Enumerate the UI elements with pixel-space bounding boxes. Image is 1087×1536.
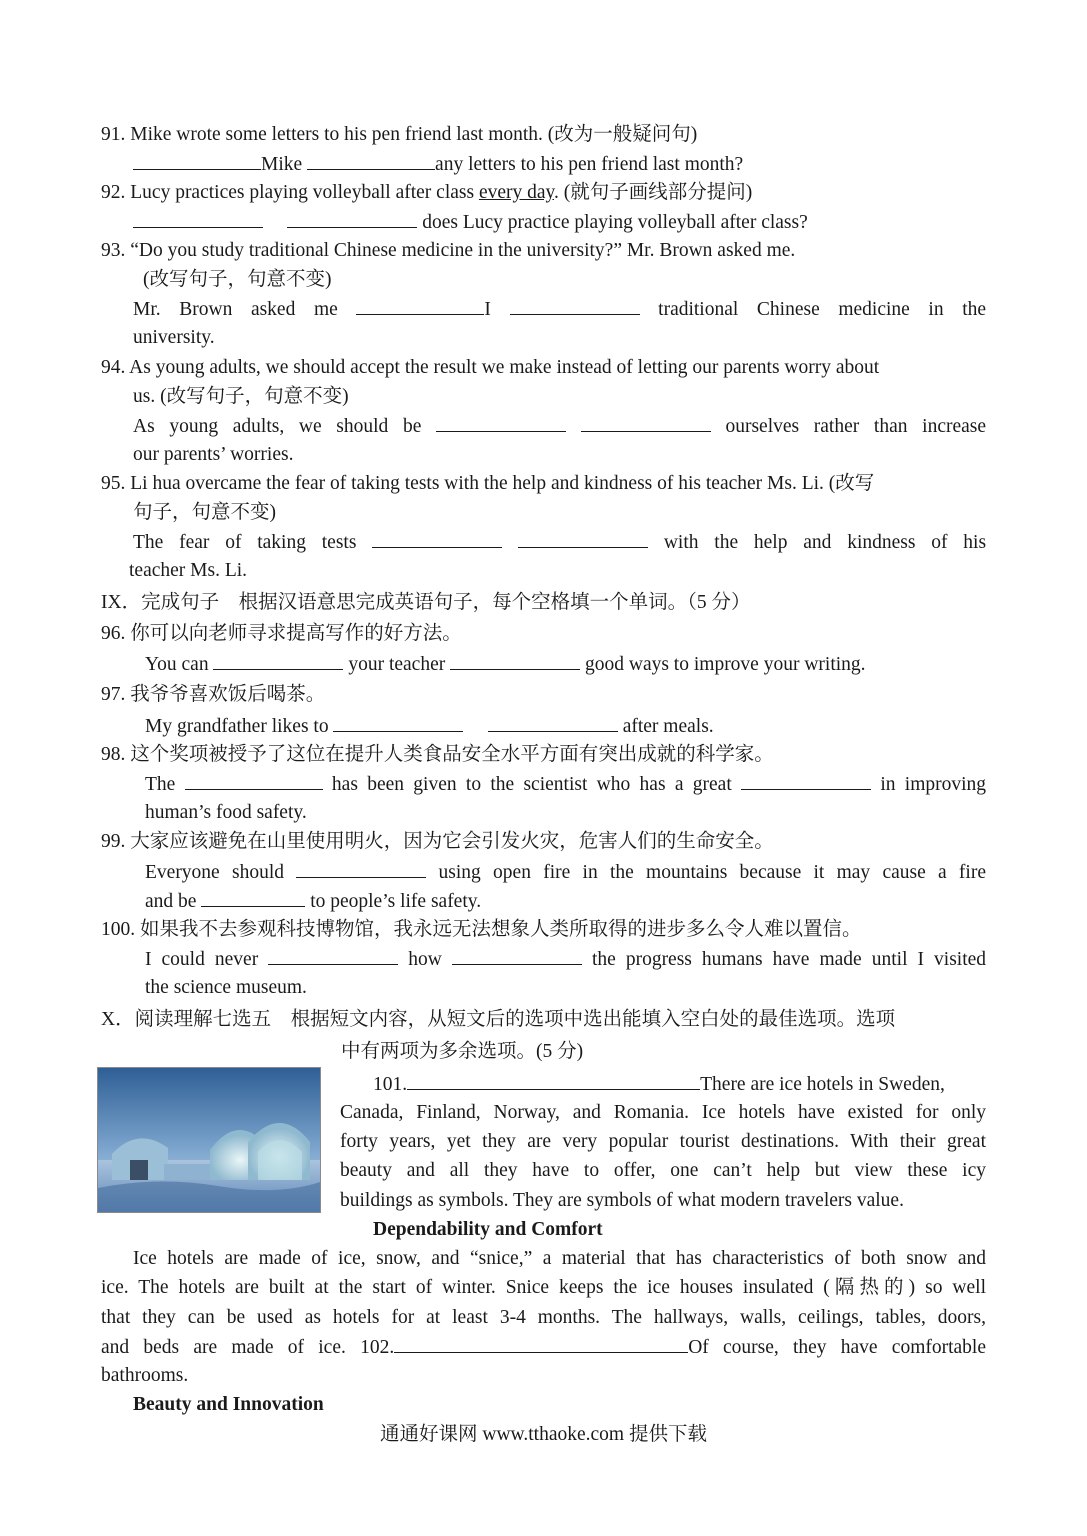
q93-answer: Mr. Brown asked me I traditional Chinese medicine in the — [133, 296, 986, 323]
answer-blank[interactable] — [213, 651, 343, 670]
answer-blank[interactable] — [436, 413, 566, 432]
passage-heading-dependability: Dependability and Comfort — [373, 1219, 603, 1240]
answer-blank[interactable] — [307, 151, 435, 170]
q92-prompt: 92. Lucy practices playing volleyball after class every day. (就句子画线部分提问) — [101, 182, 753, 203]
q91-instruction: (改为一般疑问句) — [547, 124, 698, 145]
q93-answer-cont: university. — [133, 327, 215, 348]
q95-prompt: 95. Li hua overcame the fear of taking tests with the help and kindness of his teacher Ms. Li. (改写 — [101, 473, 875, 494]
q94-prompt: 94. As young adults, we should accept the result we make instead of letting our parents worry about — [101, 357, 880, 378]
answer-blank[interactable] — [133, 209, 263, 228]
passage-heading-beauty: Beauty and Innovation — [133, 1394, 324, 1415]
q95-answer: The fear of taking tests with the help and kindness of his — [133, 529, 986, 556]
answer-blank[interactable] — [287, 209, 417, 228]
answer-blank[interactable] — [510, 296, 640, 315]
q92-answer: does Lucy practice playing volleyball after class? — [133, 209, 808, 236]
q94-answer: As young adults, we should be ourselves rather than increase — [133, 413, 986, 440]
q93-prompt: 93. “Do you study traditional Chinese medicine in the university?” Mr. Brown asked me. — [101, 240, 796, 261]
answer-blank[interactable] — [201, 888, 305, 907]
answer-blank[interactable] — [452, 946, 582, 965]
passage-p2-line5: bathrooms. — [101, 1365, 189, 1386]
passage-p2-line4: and beds are made of ice. 102. Of course, they have comfortable — [101, 1334, 986, 1361]
answer-blank[interactable] — [372, 529, 502, 548]
q91-prompt: 91. Mike wrote some letters to his pen friend last month. (改为一般疑问句) — [101, 124, 698, 145]
q99-chinese: 99. 大家应该避免在山里使用明火，因为它会引发火灾，危害人们的生命安全。 — [101, 831, 774, 852]
q96-answer: You can your teacher good ways to improve your writing. — [145, 651, 866, 678]
q100-chinese: 100. 如果我不去参观科技博物馆，我永远无法想象人类所取得的进步多么令人难以置信。 — [101, 919, 862, 940]
page-footer: 通通好课网 www.tthaoke.com 提供下载 — [380, 1424, 707, 1445]
passage-p2-line1: Ice hotels are made of ice, snow, and “snice,” a material that has characteristics of both snow and — [133, 1248, 986, 1269]
q99-answer: Everyone should using open fire in the mountains because it may cause a fire — [145, 859, 986, 886]
answer-blank[interactable] — [488, 713, 618, 732]
answer-blank-101[interactable] — [407, 1071, 700, 1090]
answer-blank[interactable] — [356, 296, 484, 315]
section-10-heading: X．阅读理解七选五 根据短文内容，从短文后的选项中选出能填入空白处的最佳选项。选项 — [101, 1009, 896, 1030]
answer-blank[interactable] — [268, 946, 398, 965]
q100-answer: I could never how the progress humans have made until I visited — [145, 946, 986, 973]
q100-answer-cont: the science museum. — [145, 977, 307, 998]
q98-answer-cont: human’s food safety. — [145, 802, 307, 823]
q95-prompt-cont: 句子，句意不变) — [133, 502, 276, 523]
q91-answer: Mike any letters to his pen friend last month? — [133, 151, 743, 178]
passage-p1-line5: buildings as symbols. They are symbols of what modern travelers value. — [340, 1190, 904, 1211]
q93-instruction: (改写句子，句意不变) — [143, 269, 332, 290]
answer-blank[interactable] — [518, 529, 648, 548]
answer-blank[interactable] — [296, 859, 426, 878]
ice-hotel-photo — [97, 1067, 321, 1213]
answer-blank[interactable] — [450, 651, 580, 670]
passage-p2-line3: that they can be used as hotels for at least 3-4 months. The hallways, walls, ceilings, tables, doors, — [101, 1307, 986, 1328]
section-10-heading-cont: 中有两项为多余选项。(5 分) — [341, 1041, 584, 1062]
answer-blank[interactable] — [741, 771, 871, 790]
answer-blank[interactable] — [185, 771, 323, 790]
q98-answer: The has been given to the scientist who has a great in improving — [145, 771, 986, 798]
q97-chinese: 97. 我爷爷喜欢饭后喝茶。 — [101, 684, 326, 705]
section-9-heading: IX．完成句子 根据汉语意思完成英语句子，每个空格填一个单词。（5 分） — [101, 592, 751, 613]
q99-answer-cont: and be to people’s life safety. — [145, 888, 481, 915]
q94-answer-cont: our parents’ worries. — [133, 444, 294, 465]
answer-blank[interactable] — [581, 413, 711, 432]
passage-p1-line2: Canada, Finland, Norway, and Romania. Ice hotels have existed for only — [340, 1102, 986, 1123]
passage-p1-line1: 101. There are ice hotels in Sweden, — [373, 1071, 945, 1098]
passage-p1-line3: forty years, yet they are very popular tourist destinations. With their great — [340, 1131, 986, 1152]
passage-p2-line2: ice. The hotels are built at the start of winter. Snice keeps the ice houses insulated (隔热的) so well — [101, 1277, 986, 1298]
q97-answer: My grandfather likes to after meals. — [145, 713, 714, 740]
answer-blank[interactable] — [333, 713, 463, 732]
answer-blank[interactable] — [133, 151, 261, 170]
q95-answer-cont: teacher Ms. Li. — [129, 560, 248, 581]
passage-p1-line4: beauty and all they have to offer, one can’t help but view these icy — [340, 1160, 986, 1181]
q98-chinese: 98. 这个奖项被授予了这位在提升人类食品安全水平方面有突出成就的科学家。 — [101, 744, 774, 765]
q94-prompt-cont: us. (改写句子，句意不变) — [133, 386, 349, 407]
answer-blank-102[interactable] — [394, 1334, 688, 1353]
underlined-phrase: every day — [478, 182, 555, 203]
q96-chinese: 96. 你可以向老师寻求提高写作的好方法。 — [101, 623, 462, 644]
